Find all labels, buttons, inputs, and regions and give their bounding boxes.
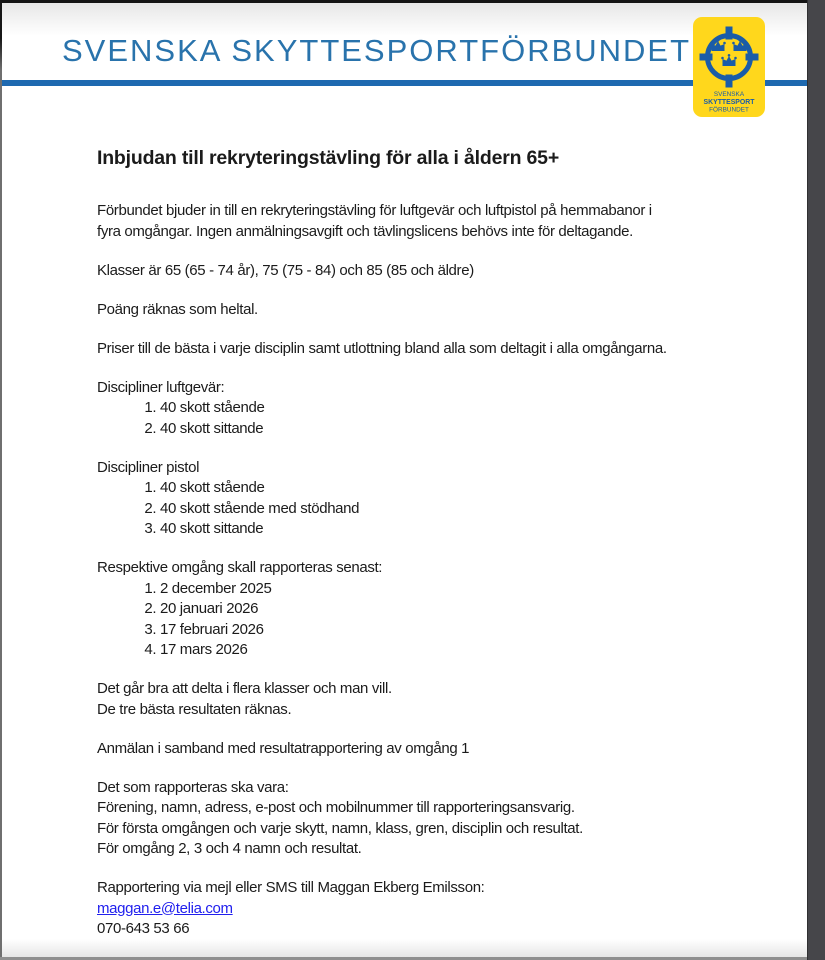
report-line: För första omgången och varje skytt, namn, klass, gren, disciplin och resultat.: [97, 819, 583, 837]
list-item: 3. 40 skott sittande: [160, 519, 797, 540]
contact-intro-line: Rapportering via mejl eller SMS till Maggan Ekberg Emilsson:: [97, 879, 485, 896]
window-top-border: [0, 0, 825, 3]
list-item: 2. 40 skott sittande: [160, 419, 797, 440]
points-paragraph: Poäng räknas som heltal.: [97, 300, 258, 318]
intro-line: Förbundet bjuder in till en rekryteringstävling för luftgevär och luftpistol på hemmabanor i: [97, 202, 652, 219]
report-line: Förening, namn, adress, e-post och mobilnummer till rapporteringsansvarig.: [97, 799, 575, 816]
logo-text-line1: SVENSKA: [713, 91, 745, 98]
intro-line: fyra omgångar. Ingen anmälningsavgift och tävlingslicens behövs inte för deltagande.: [97, 222, 633, 240]
phone-number: 070-643 53 66: [97, 920, 190, 937]
report-line: Det som rapporteras ska vara:: [97, 778, 289, 796]
list-item: 1. 2 december 2025: [160, 579, 797, 600]
participation-line: Det går bra att delta i flera klasser och man vill.: [97, 680, 392, 697]
list-item: 1. 40 skott stående: [160, 398, 797, 419]
window-left-border: [0, 0, 2, 960]
contact-paragraph: [97, 878, 797, 940]
deadlines-section: [97, 558, 797, 661]
list-item: 4. 17 mars 2026: [160, 640, 797, 661]
rifle-list: [97, 398, 797, 439]
logo-text-line3: FÖRBUNDET: [709, 106, 749, 114]
intro-paragraph: [97, 201, 797, 242]
deadlines-heading: Respektive omgång skall rapporteras senast:: [97, 559, 383, 576]
org-name: SVENSKA SKYTTESPORTFÖRBUNDET: [62, 33, 692, 68]
report-requirements-paragraph: [97, 778, 797, 860]
scrollbar-track[interactable]: [807, 0, 825, 960]
doc-title: Inbjudan till rekryteringstävling för alla i åldern 65+: [97, 147, 560, 169]
list-item: 2. 20 januari 2026: [160, 599, 797, 620]
document-body: [97, 146, 797, 958]
rifle-heading: Discipliner luftgevär:: [97, 378, 225, 396]
report-line: För omgång 2, 3 och 4 namn och resultat.: [97, 840, 362, 857]
participation-paragraph: [97, 679, 797, 720]
pistol-disciplines-section: [97, 458, 797, 540]
participation-line: De tre bästa resultaten räknas.: [97, 700, 292, 718]
list-item: 3. 17 februari 2026: [160, 620, 797, 641]
list-item: 1. 40 skott stående: [160, 478, 797, 499]
org-logo: [693, 17, 765, 117]
email-link[interactable]: maggan.e@telia.com: [97, 899, 233, 917]
deadlines-list: [97, 579, 797, 661]
list-item: 2. 40 skott stående med stödhand: [160, 499, 797, 520]
rifle-disciplines-section: [97, 378, 797, 440]
page-top-shading: [2, 3, 808, 36]
pistol-heading: Discipliner pistol: [97, 458, 200, 476]
registration-paragraph: Anmälan i samband med resultatrapportering av omgång 1: [97, 739, 470, 757]
pistol-list: [97, 478, 797, 540]
logo-text-line2: SKYTTESPORT: [703, 99, 755, 106]
classes-paragraph: Klasser är 65 (65 - 74 år), 75 (75 - 84) och 85 (85 och äldre): [97, 261, 474, 279]
prizes-paragraph: Priser till de bästa i varje disciplin samt utlottning bland alla som deltagit i alla omgångarna.: [97, 339, 667, 357]
header-rule: [0, 80, 808, 86]
crosshair-crowns-icon: [693, 17, 765, 117]
